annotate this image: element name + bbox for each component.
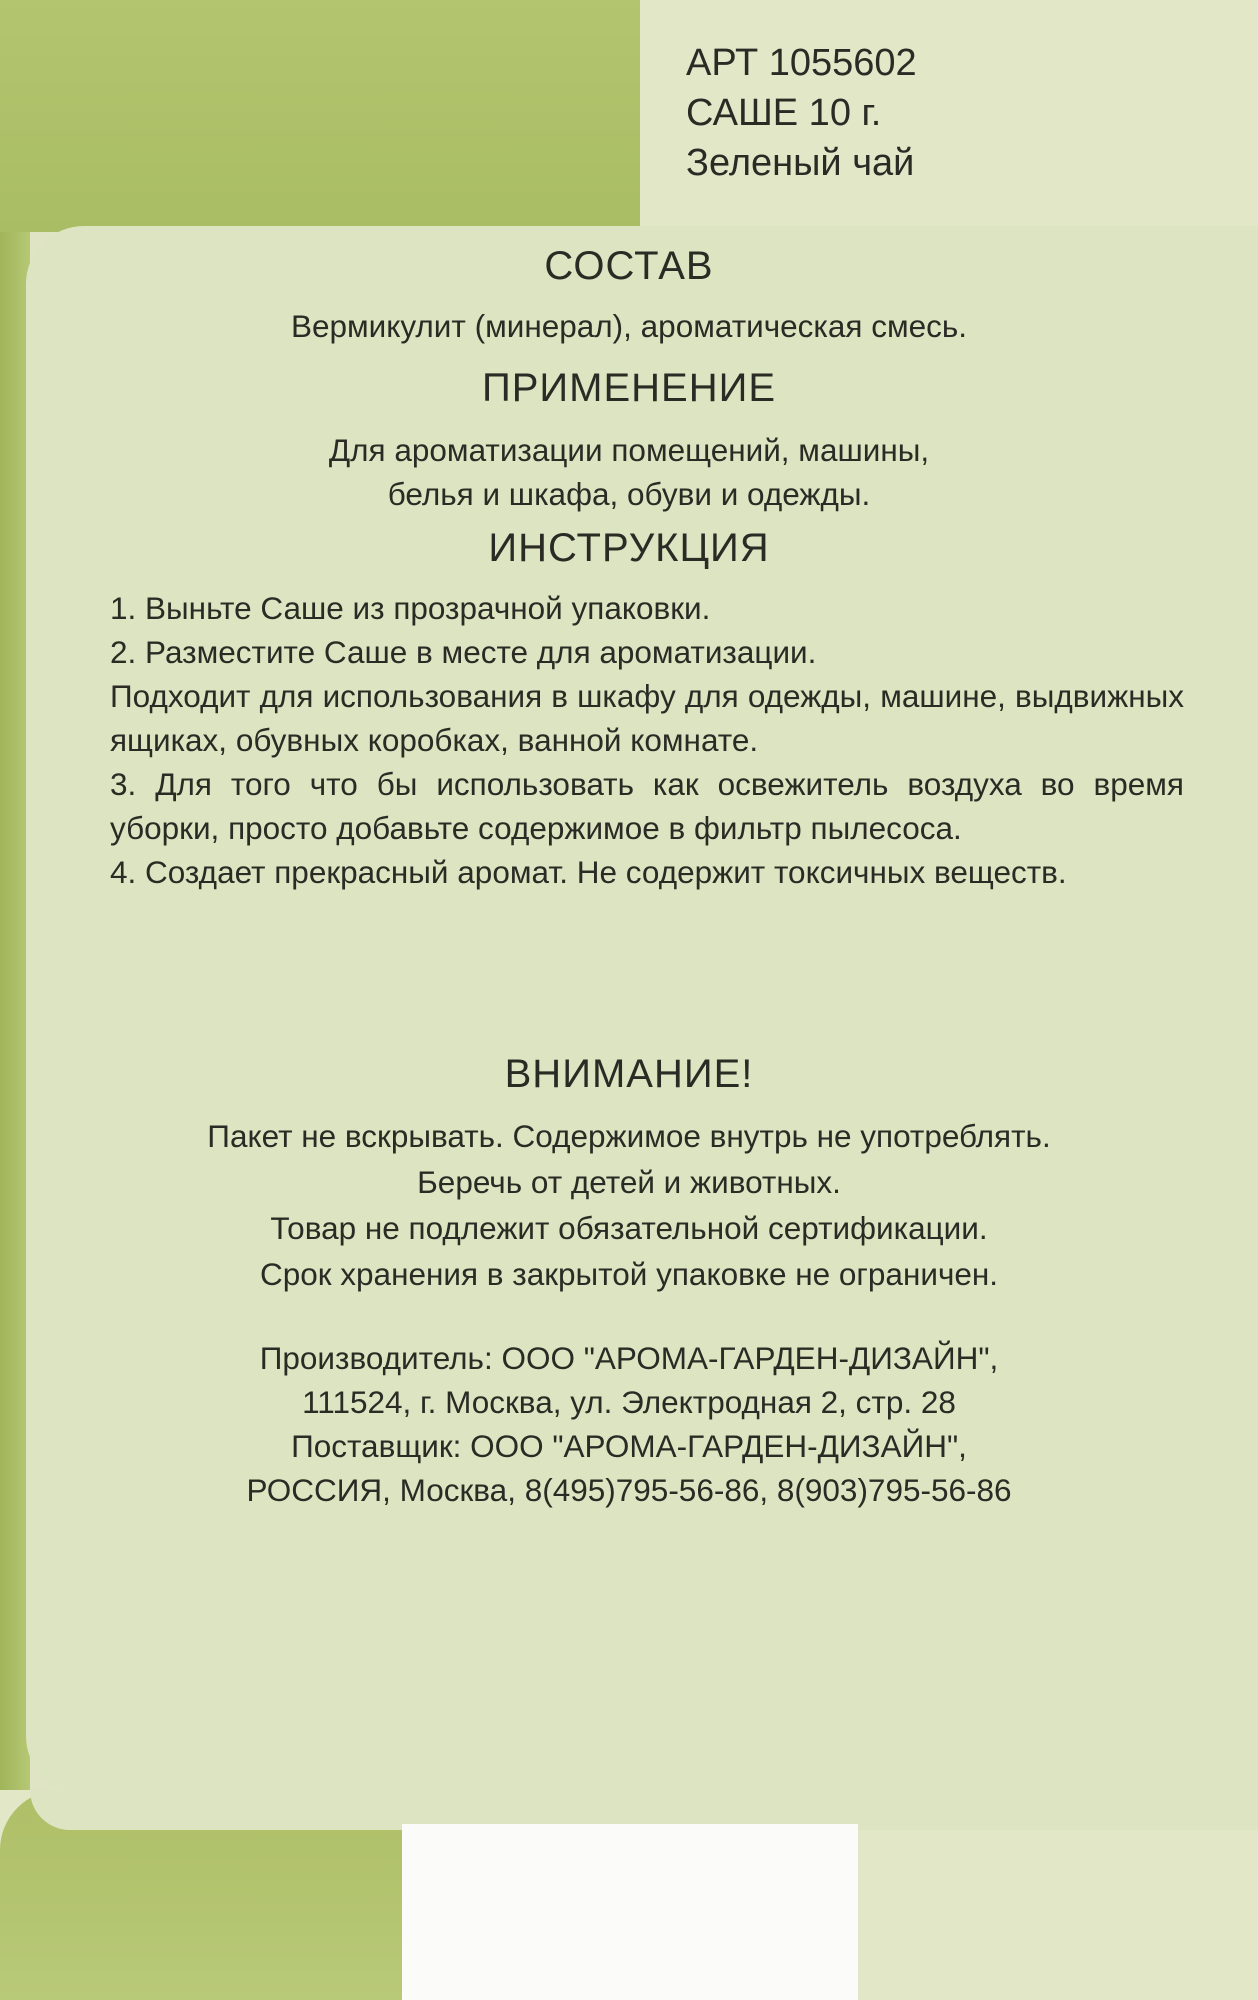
warning-line-3: Товар не подлежит обязательной сертификации. [270,1210,988,1246]
warning-line-1: Пакет не вскрывать. Содержимое внутрь не употреблять. [207,1118,1051,1154]
instruction-step-2-note: Подходит для использования в шкафу для одежды, машине, выдвижных ящиках, обувных коробках, ванной комнате. [110,678,1184,758]
instruction-step-4: 4. Создает прекрасный аромат. Не содержит токсичных веществ. [110,854,1067,890]
scent-name: Зеленый чай [686,142,915,184]
top-flap-green [0,0,640,232]
manufacturer-address: 111524, г. Москва, ул. Электродная 2, стр. 28 [302,1384,956,1420]
supplier-line: Поставщик: ООО "АРОМА-ГАРДЕН-ДИЗАЙН", [291,1428,967,1464]
article-number: АРТ 1055602 [686,42,917,84]
composition-text: Вермикулит (минерал), ароматическая смесь. [290,308,968,344]
instruction-step-1: 1. Выньте Саше из прозрачной упаковки. [110,590,711,626]
usage-title: ПРИМЕНЕНИЕ [481,366,777,410]
instruction-list [110,586,1184,894]
blank-white-label [402,1824,858,2000]
instruction-step-2: 2. Разместите Саше в месте для ароматизации. [110,634,817,670]
instruction-step-3: 3. Для того что бы использовать как освежитель воздуха во время уборки, просто добавьте содержимое в фильтр пылесоса. [110,766,1184,846]
product-header [686,38,917,188]
warning-line-2: Беречь от детей и животных. [417,1164,841,1200]
usage-line-1: Для ароматизации помещений, машины, [328,432,930,468]
warning-line-4: Срок хранения в закрытой упаковке не ограничен. [259,1256,999,1292]
supplier-contacts: РОССИЯ, Москва, 8(495)795-56-86, 8(903)795-56-86 [246,1472,1012,1508]
instruction-title: ИНСТРУКЦИЯ [488,526,770,570]
warning-title: ВНИМАНИЕ! [504,1052,754,1096]
usage-line-2: белья и шкафа, обуви и одежды. [387,476,871,512]
composition-title: СОСТАВ [544,244,714,288]
product-name: САШЕ 10 г. [686,92,882,134]
manufacturer-line-1: Производитель: ООО "АРОМА-ГАРДЕН-ДИЗАЙН", [259,1340,999,1376]
